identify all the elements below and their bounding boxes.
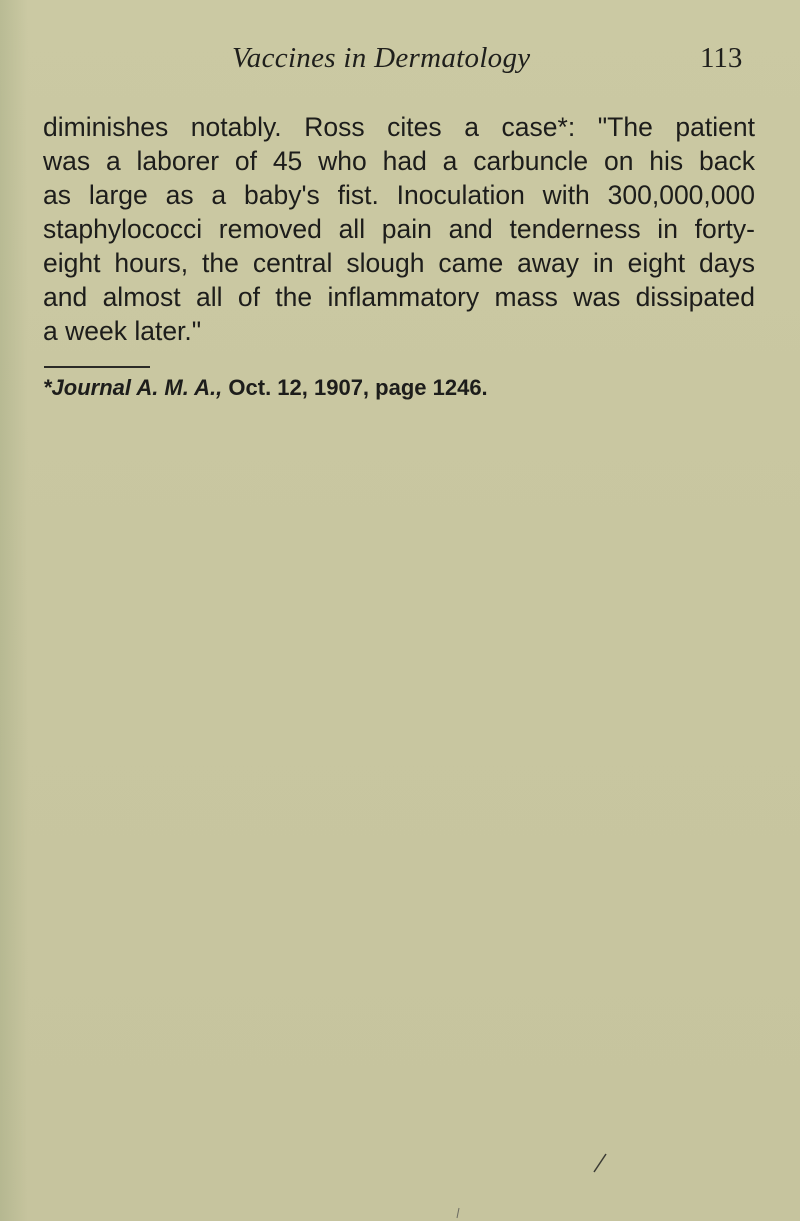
footnote-journal: *Journal A. M. A., — [43, 375, 223, 400]
page-number: 113 — [700, 42, 743, 74]
running-title: Vaccines in Dermatology — [232, 42, 531, 74]
text-line: as large as a baby's fist. Inoculation with 300,000,000 — [43, 180, 755, 210]
text-line: was a laborer of 45 who had a carbuncle on his back — [43, 146, 755, 176]
text-line: staphylococci removed all pain and tenderness in forty- — [43, 214, 755, 244]
text-line: diminishes notably. Ross cites a case*: "The patient — [43, 112, 755, 142]
text-line: a week later." — [43, 316, 202, 346]
text-line: eight hours, the central slough came away in eight days — [43, 248, 755, 278]
footnote-citation: Oct. 12, 1907, page 1246. — [222, 375, 488, 400]
text-line: and almost all of the inflammatory mass was dissipated — [43, 282, 755, 312]
